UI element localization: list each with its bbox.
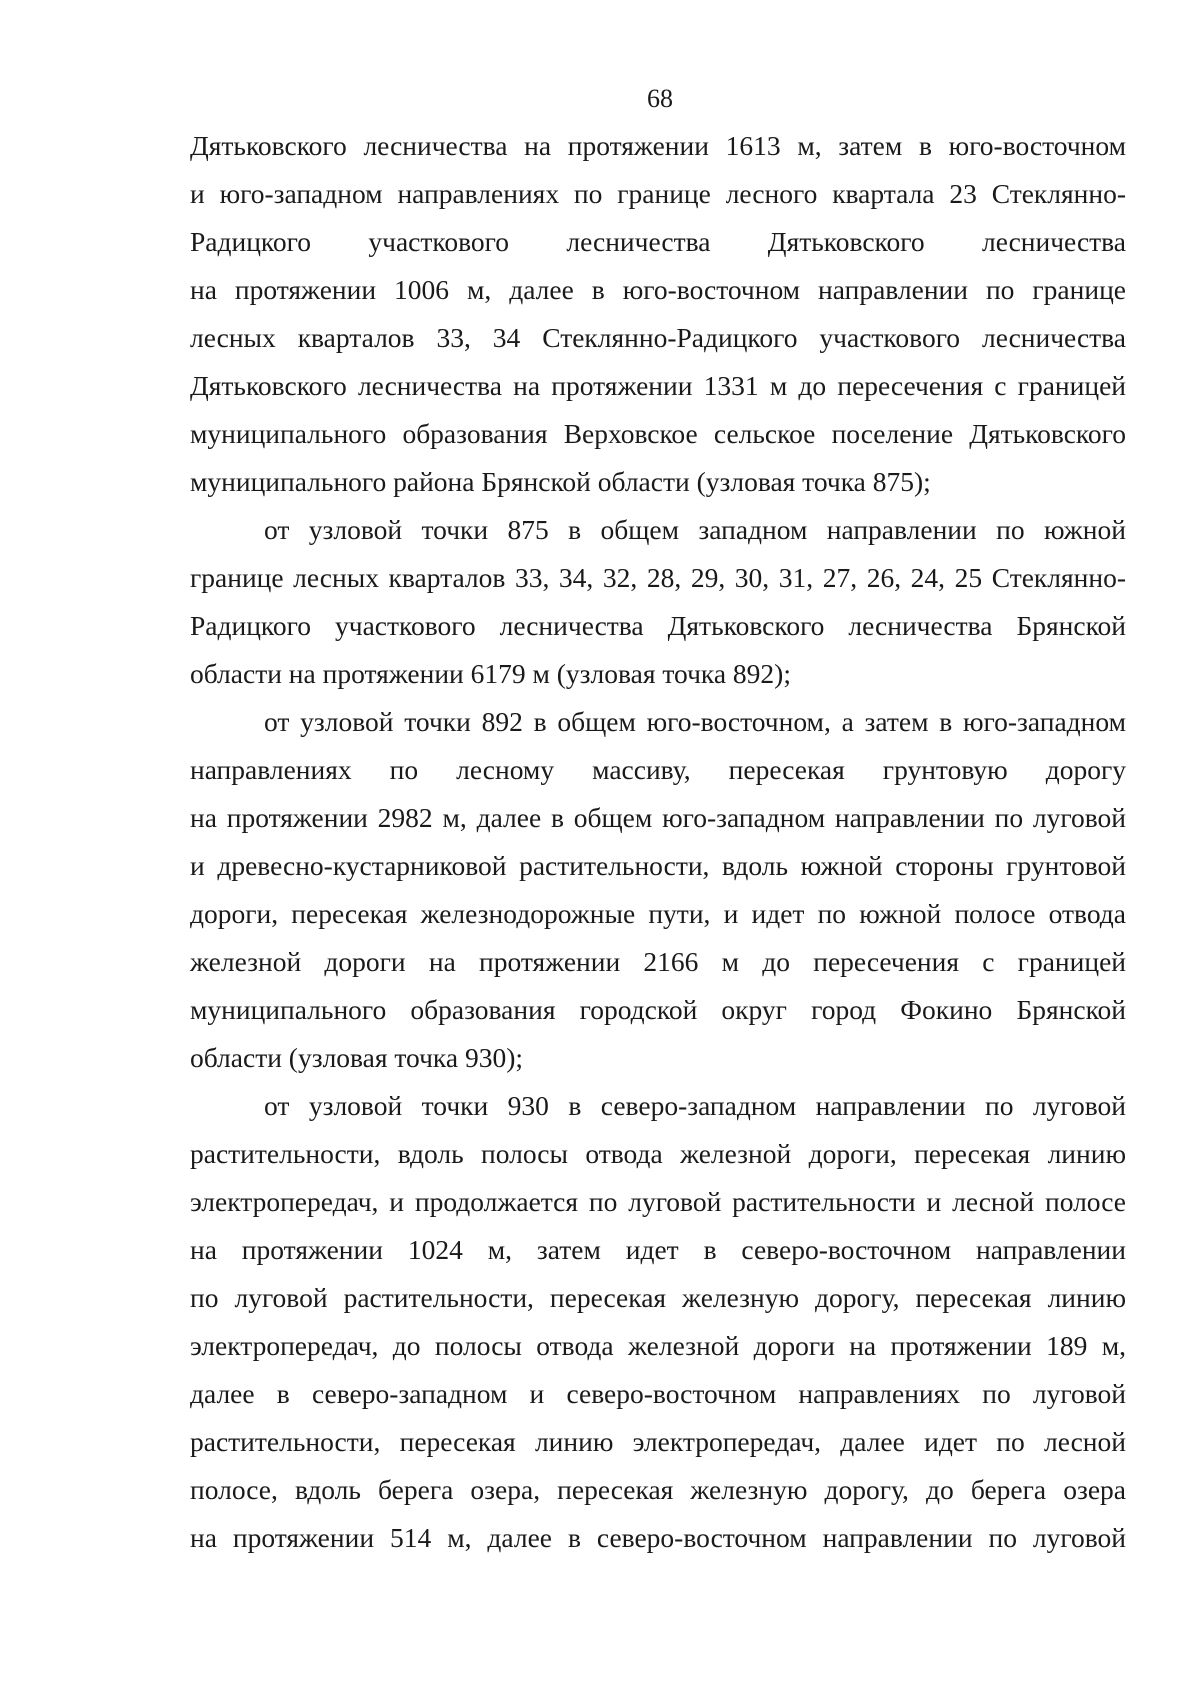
page-number: 68 [647, 84, 673, 113]
text-line: электропередач, и продолжается по луговой растительности и лесной полосе [190, 1186, 1126, 1217]
paragraph-first-line: от узловой точки 875 в общем западном направлении по южной [264, 514, 1126, 545]
text-line: и юго-западном направлениях по границе лесного квартала 23 Стеклянно- [190, 178, 1126, 209]
text-line: на протяжении 1024 м, затем идет в северо-восточном направлении [190, 1234, 1126, 1265]
text-line: границе лесных кварталов 33, 34, 32, 28, 29, 30, 31, 27, 26, 24, 25 Стеклянно- [190, 562, 1126, 593]
text-line: муниципального района Брянской области (узловая точка 875); [190, 466, 931, 497]
text-line: Дятьковского лесничества на протяжении 1331 м до пересечения с границей [190, 370, 1126, 401]
text-line: и древесно-кустарниковой растительности, вдоль южной стороны грунтовой [190, 850, 1126, 881]
text-line: области (узловая точка 930); [190, 1042, 523, 1073]
text-line: муниципального образования городской округ город Фокино Брянской [190, 994, 1126, 1025]
document-body [190, 122, 1126, 1562]
text-line: направлениях по лесному массиву, пересекая грунтовую дорогу [190, 754, 1126, 785]
text-line: электропередач, до полосы отвода железной дороги на протяжении 189 м, [190, 1330, 1126, 1361]
text-line: по луговой растительности, пересекая железную дорогу, пересекая линию [190, 1282, 1126, 1313]
text-line: растительности, вдоль полосы отвода железной дороги, пересекая линию [190, 1138, 1126, 1169]
paragraph-first-line: от узловой точки 930 в северо-западном направлении по луговой [264, 1090, 1126, 1121]
text-line: муниципального образования Верховское сельское поселение Дятьковского [190, 418, 1126, 449]
text-line: Дятьковского лесничества на протяжении 1613 м, затем в юго-восточном [190, 130, 1126, 161]
text-line: далее в северо-западном и северо-восточном направлениях по луговой [190, 1378, 1126, 1409]
text-line: лесных кварталов 33, 34 Стеклянно-Радицкого участкового лесничества [190, 322, 1126, 353]
text-line: Радицкого участкового лесничества Дятьковского лесничества Брянской [190, 610, 1126, 641]
text-line: области на протяжении 6179 м (узловая точка 892); [190, 658, 791, 689]
text-line: Радицкого участкового лесничества Дятьковского лесничества [190, 226, 1126, 257]
text-line: на протяжении 514 м, далее в северо-восточном направлении по луговой [190, 1522, 1126, 1553]
text-line: полосе, вдоль берега озера, пересекая железную дорогу, до берега озера [190, 1474, 1126, 1505]
text-line: железной дороги на протяжении 2166 м до пересечения с границей [190, 946, 1126, 977]
paragraph-first-line: от узловой точки 892 в общем юго-восточном, а затем в юго-западном [264, 706, 1126, 737]
text-line: растительности, пересекая линию электропередач, далее идет по лесной [190, 1426, 1126, 1457]
text-line: дороги, пересекая железнодорожные пути, и идет по южной полосе отвода [190, 898, 1126, 929]
text-line: на протяжении 1006 м, далее в юго-восточном направлении по границе [190, 274, 1126, 305]
text-line: на протяжении 2982 м, далее в общем юго-западном направлении по луговой [190, 802, 1126, 833]
